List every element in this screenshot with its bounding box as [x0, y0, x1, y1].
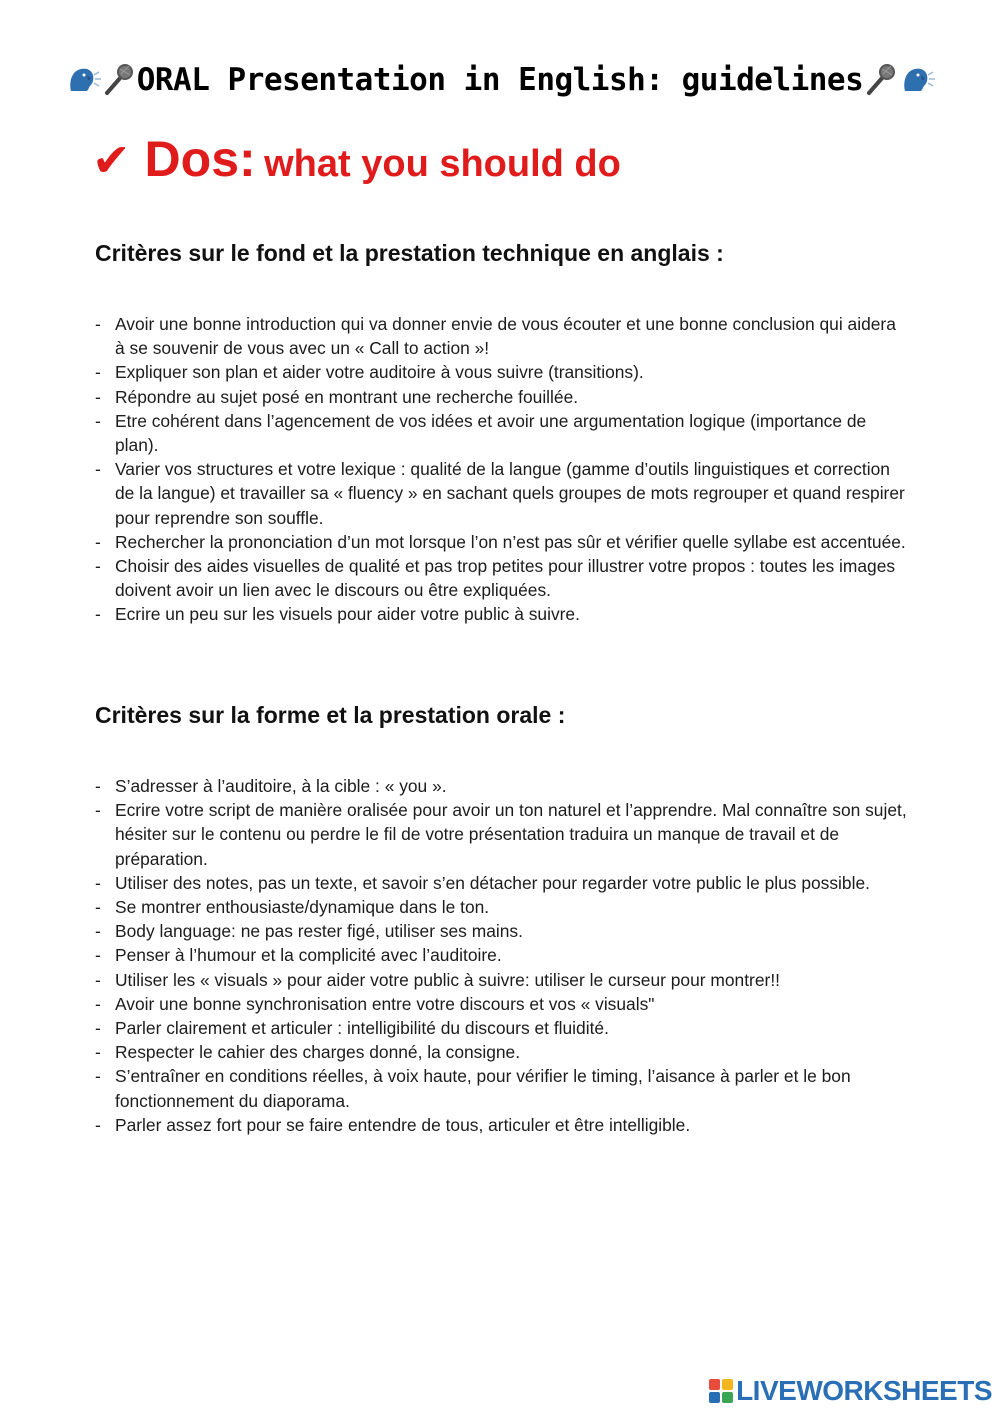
- list-item-text: Parler clairement et articuler : intelligibilité du discours et fluidité.: [115, 1018, 609, 1039]
- list-item: [95, 1113, 910, 1137]
- list-item-text: Expliquer son plan et aider votre auditoire à vous suivre (transitions).: [115, 362, 644, 383]
- bullet-dash: -: [95, 314, 101, 334]
- list-item: [95, 1064, 910, 1112]
- list-item-text: Etre cohérent dans l’agencement de vos idées et avoir une argumentation logique (importance de plan).: [115, 410, 867, 456]
- list-item-text: Body language: ne pas rester figé, utiliser ses mains.: [115, 921, 523, 942]
- list-item: [95, 871, 910, 895]
- liveworksheets-logo[interactable]: [708, 1373, 992, 1409]
- bullet-dash: -: [95, 531, 101, 552]
- check-mark-icon: ✔: [92, 133, 131, 187]
- bullet-dash: -: [95, 945, 101, 966]
- bullet-dash: -: [95, 362, 101, 383]
- list-item-text: Respecter le cahier des charges donné, la consigne.: [115, 1042, 521, 1063]
- list-item: [95, 992, 910, 1016]
- bullet-dash: -: [95, 921, 101, 942]
- dos-word: Dos:: [144, 131, 256, 187]
- list-item-text: S’adresser à l’auditoire, à la cible : « you ».: [115, 776, 447, 796]
- bullet-dash: -: [95, 1066, 101, 1087]
- list-item: [95, 943, 910, 967]
- list-forme: [95, 774, 910, 1137]
- list-item-text: Utiliser des notes, pas un texte, et savoir s’en détacher pour regarder votre public le plus possible.: [115, 872, 870, 893]
- section-title-fond: Critères sur le fond et la prestation technique en anglais :: [95, 240, 724, 266]
- dos-heading: [92, 130, 621, 188]
- list-item-text: Rechercher la prononciation d’un mot lorsque l’on n’est pas sûr et vérifier quelle syllabe est accentuée.: [115, 531, 906, 552]
- bullet-dash: -: [95, 386, 101, 407]
- list-item-text: Avoir une bonne synchronisation entre votre discours et vos « visuals": [115, 993, 655, 1014]
- microphone-icon: [101, 61, 137, 97]
- list-item-text: Se montrer enthousiaste/dynamique dans le ton.: [115, 897, 490, 918]
- section-title-forme: Critères sur la forme et la prestation orale :: [95, 702, 566, 728]
- bullet-dash: -: [95, 556, 101, 577]
- bullet-dash: -: [95, 872, 101, 893]
- list-item: [95, 457, 910, 530]
- list-item: [95, 312, 910, 360]
- bullet-dash: -: [95, 897, 101, 918]
- bullet-dash: -: [95, 1114, 101, 1135]
- bullet-dash: -: [95, 1018, 101, 1039]
- list-item-text: Parler assez fort pour se faire entendre de tous, articuler et être intelligible.: [115, 1114, 691, 1135]
- list-item: [95, 1016, 910, 1040]
- list-fond: [95, 312, 910, 627]
- microphone-icon: [863, 61, 899, 97]
- bullet-dash: -: [95, 604, 101, 625]
- list-item: [95, 774, 910, 798]
- bullet-dash: -: [95, 1042, 101, 1063]
- list-item-text: Avoir une bonne introduction qui va donner envie de vous écouter et une bonne conclusion qui aidera à se souvenir de vous avec un « Call to action »!: [115, 314, 896, 359]
- list-item: [95, 1040, 910, 1064]
- list-item: [95, 554, 910, 602]
- list-item-text: Répondre au sujet posé en montrant une recherche fouillée.: [115, 386, 579, 407]
- list-item-text: Ecrire un peu sur les visuels pour aider votre public à suivre.: [115, 604, 580, 625]
- bullet-dash: -: [95, 459, 101, 480]
- page-title: [0, 62, 1000, 98]
- list-item-text: Penser à l’humour et la complicité avec l’auditoire.: [115, 945, 502, 966]
- bullet-dash: -: [95, 969, 101, 990]
- bullet-dash: -: [95, 800, 101, 821]
- list-item: [95, 360, 910, 384]
- list-item: [95, 919, 910, 943]
- bullet-dash: -: [95, 410, 101, 431]
- list-item-text: Ecrire votre script de manière oralisée pour avoir un ton naturel et l’apprendre. Mal connaître son sujet, hésiter sur le contenu ou perdre le fil de votre présentation traduira un manque de travail et de préparation.: [115, 800, 907, 869]
- dos-subtitle: what you should do: [264, 143, 621, 185]
- list-item-text: Choisir des aides visuelles de qualité et pas trop petites pour illustrer votre propos : toutes les images doivent avoir un lien avec le discours ou être expliquées.: [115, 556, 896, 601]
- speaking-head-icon: [899, 61, 935, 97]
- liveworksheets-logo-text: LIVEWORKSHEETS: [736, 1375, 992, 1406]
- list-item: [95, 968, 910, 992]
- list-item: [95, 798, 910, 871]
- list-item-text: Utiliser les « visuals » pour aider votre public à suivre: utiliser le curseur pour montrer!!: [115, 969, 780, 990]
- bullet-dash: -: [95, 993, 101, 1014]
- title-text: ORAL Presentation in English: guidelines: [136, 62, 864, 98]
- list-item: [95, 895, 910, 919]
- bullet-dash: -: [95, 776, 101, 796]
- list-item-text: S’entraîner en conditions réelles, à voix haute, pour vérifier le timing, l’aisance à parler et le bon fonctionnement du diaporama.: [115, 1066, 851, 1111]
- list-item: [95, 530, 910, 554]
- liveworksheets-mark-icon: [708, 1378, 734, 1404]
- speaking-head-icon: [65, 61, 101, 97]
- list-item: [95, 385, 910, 409]
- list-item: [95, 602, 910, 626]
- list-item-text: Varier vos structures et votre lexique : qualité de la langue (gamme d’outils linguistiques et correction de la langue) et travailler sa « fluency » en sachant quels groupes de mots regrouper et quand respirer pour reprendre son souffle.: [115, 459, 905, 528]
- list-item: [95, 409, 910, 457]
